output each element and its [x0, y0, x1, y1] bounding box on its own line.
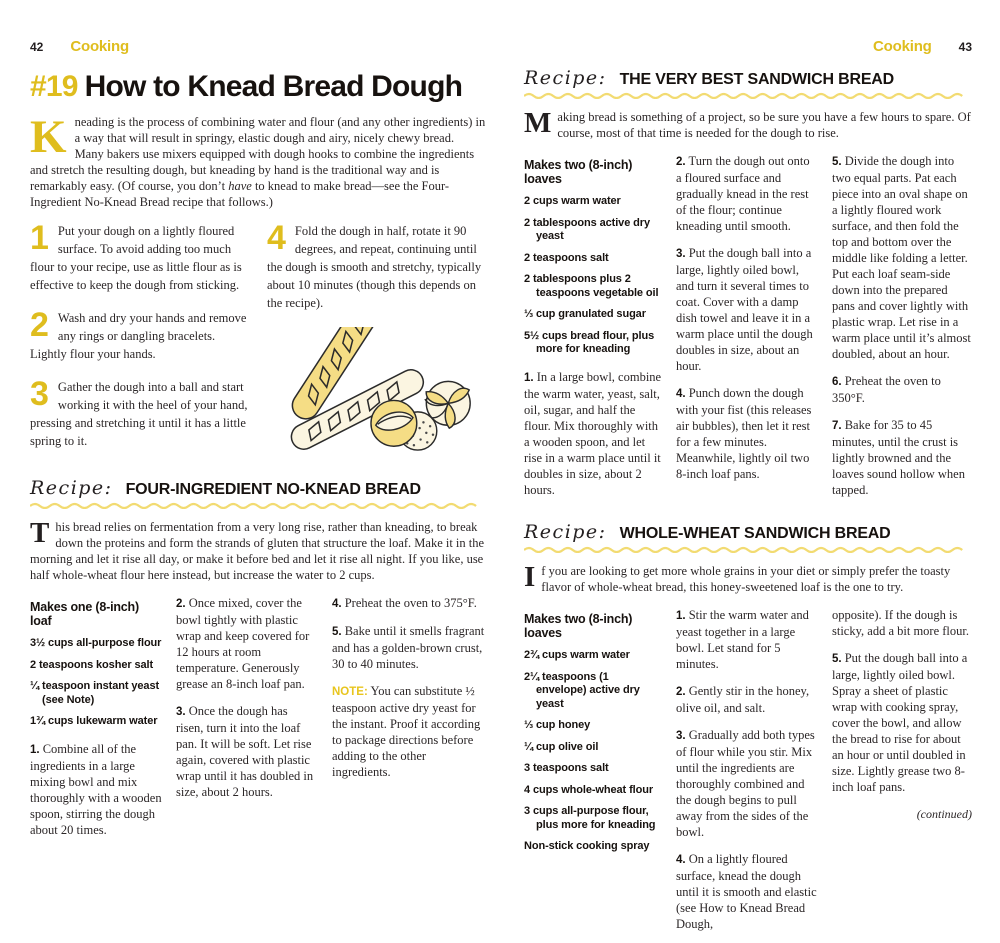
- continued-marker: (continued): [916, 807, 972, 821]
- ingredient-item: 2 teaspoons kosher salt: [30, 658, 154, 671]
- steps-column-3: [832, 607, 972, 834]
- ingredient-item: 2¾ cups warm water: [524, 649, 630, 661]
- recipe-step-text: Preheat the oven to 350°F.: [832, 374, 941, 405]
- recipe-step: [332, 595, 486, 612]
- steps-column-2: [176, 595, 318, 811]
- recipe-step-text: Divide the dough into two equal parts. Pat each piece into an oval shape on a lightly floured work surface, and then fold the top and bottom over the middle like folding a letter. Put each loaf seam-side down into the prepared pans and cover lightly with plastic wrap. Let rise in a warm place until it’s almost doubled, about an hour.: [832, 154, 971, 361]
- article-title: [30, 70, 486, 104]
- ingredient-item: 2¼ teaspoons (1 envelope) active dry yeast: [524, 670, 640, 710]
- continuation-text: opposite). If the dough is sticky, add a bit more flour.: [832, 608, 970, 638]
- ingredient-item: 1¾ cups lukewarm water: [30, 715, 158, 727]
- page-number: 43: [958, 40, 972, 54]
- steps-column-3: [832, 153, 972, 509]
- recipe-intro-text: aking bread is something of a project, so be sure you have a few hours to spare. Of course, most of that time is needed for the dough to rise.: [557, 110, 971, 140]
- recipe-step: [176, 595, 318, 692]
- step-number: 2: [30, 306, 49, 344]
- page-number: 42: [30, 40, 44, 54]
- recipe-step-text: Gently stir in the honey, olive oil, and salt.: [676, 684, 810, 715]
- dropcap-m: M: [524, 107, 552, 139]
- recipe-step: [676, 385, 818, 482]
- step-text: Fold the dough in half, rotate it 90 degrees, and repeat, continuing until the dough is smooth and stretchy, typically about 10 minutes (though this depends on the recipe).: [267, 224, 482, 310]
- recipe-step-number: 5.: [332, 626, 342, 638]
- step-item: [30, 306, 249, 363]
- step-item: [30, 375, 249, 450]
- note-label: NOTE:: [332, 686, 368, 698]
- recipe-step-number: 3.: [176, 706, 186, 718]
- makes-line: Makes two (8-inch) loaves: [524, 612, 633, 640]
- section-label: Cooking: [70, 38, 129, 55]
- dropcap-t: T: [30, 517, 50, 549]
- article-number: #19: [30, 70, 78, 103]
- ingredient-item: 2 cups warm water: [524, 195, 621, 207]
- ingredient-item: ¼ cup olive oil: [524, 740, 599, 753]
- ingredient-item: Non-stick cooking spray: [524, 840, 650, 852]
- recipe-step-number: 3.: [676, 730, 686, 742]
- recipe-step-text: Gradually add both types of flour while you stir. Mix until the ingredients are thoroughly combined and the dough begins to pull away from the sides of the bowl.: [676, 728, 815, 839]
- recipe-step-number: 1.: [524, 371, 534, 384]
- step-text: Wash and dry your hands and remove any rings or dangling bracelets. Lightly flour your hands.: [30, 311, 247, 361]
- ingredient-item: 4 cups whole-wheat flour: [524, 783, 654, 796]
- ingredients-column: [524, 607, 662, 866]
- howto-column-2: [267, 219, 486, 465]
- recipe-step: [676, 245, 818, 374]
- intro-text-post: to knead to make bread—see the Four-Ingredient No-Knead Bread recipe that follows.): [30, 179, 450, 209]
- recipe-intro: [524, 109, 972, 141]
- wavy-underline: [30, 502, 486, 509]
- recipe-intro-text: f you are looking to get more whole grains in your diet or simply prefer the toasty flavor of whole-wheat bread, this honey-sweetened loaf is the one to try.: [541, 564, 951, 594]
- page-left: [30, 0, 486, 849]
- recipe-step-number: 1.: [676, 610, 686, 622]
- recipe-step-text: Combine all of the ingredients in a large mixing bowl and mix thoroughly with a wooden spoon, stirring the dough about 20 times.: [30, 741, 162, 837]
- article-title-text: How to Knead Bread Dough: [84, 70, 463, 103]
- intro-paragraph: [30, 111, 486, 210]
- running-header-right: [524, 38, 972, 55]
- recipe-step: [676, 607, 818, 672]
- step-item: [267, 219, 486, 312]
- recipe-intro: [524, 563, 972, 595]
- recipe-name: THE VERY BEST SANDWICH BREAD: [619, 71, 895, 88]
- recipe-step-number: 6.: [832, 376, 842, 388]
- recipe-step-text: Once mixed, cover the bowl tightly with plastic wrap and keep covered for 12 hours at room temperature. Generously grease an 8-inch loaf pan.: [176, 596, 310, 691]
- ingredient-item: 2 tablespoons active dry yeast: [524, 216, 650, 242]
- recipe-columns-noknead: [30, 595, 486, 849]
- recipe-step-number: 2.: [176, 598, 186, 610]
- bread-illustration: [281, 327, 481, 451]
- steps-column-2: [676, 153, 818, 493]
- note-text: You can substitute ½ teaspoon active dry yeast for the instant. Proof it according to package directions before adding to the other ingredients.: [332, 684, 481, 779]
- recipe-step: [676, 727, 818, 840]
- ingredient-item: ⅓ cup honey: [524, 719, 591, 731]
- recipe-step-number: 3.: [676, 248, 686, 260]
- recipe-step: [832, 153, 972, 362]
- recipe-step-number: 2.: [676, 156, 686, 168]
- wavy-underline: [524, 546, 972, 553]
- recipe-step-text: Bake until it smells fragrant and has a golden-brown crust, 30 to 40 minutes.: [332, 624, 485, 671]
- ingredient-item: 3½ cups all-purpose flour: [30, 637, 162, 649]
- recipe-columns-sandwich: [524, 153, 972, 509]
- step-item: [30, 219, 249, 294]
- recipe-heading-sandwich: [524, 67, 972, 99]
- recipe-script-label: Recipe:: [30, 477, 113, 499]
- recipe-step: [676, 683, 818, 716]
- recipe-step-number: 4.: [676, 854, 686, 866]
- step-text: Gather the dough into a ball and start working it with the heel of your hand, pressing and stretching it until it has a little spring to it.: [30, 380, 248, 448]
- recipe-step: [832, 417, 972, 498]
- ingredient-list: [524, 649, 662, 854]
- running-header-left: [30, 38, 486, 55]
- step-number: 4: [267, 219, 286, 257]
- ingredient-item: 3 cups all-purpose flour, plus more for kneading: [524, 805, 656, 831]
- recipe-note: [332, 683, 486, 780]
- recipe-script-label: Recipe:: [524, 521, 607, 543]
- recipe-columns-wholewheat: [524, 607, 972, 943]
- steps-column-2: [676, 607, 818, 943]
- ingredient-item: 3 teaspoons salt: [524, 762, 609, 774]
- recipe-step-number: 5.: [832, 156, 842, 168]
- ingredient-item: ⅓ cup granulated sugar: [524, 308, 646, 320]
- recipe-step-text: On a lightly floured surface, knead the dough until it is smooth and elastic (see How to Knead Bread Dough,: [676, 852, 817, 931]
- recipe-heading-noknead: [30, 477, 486, 509]
- recipe-step-text: Turn the dough out onto a floured surface and gradually knead in the rest of the flour; continue kneading until smooth.: [676, 154, 810, 233]
- wavy-underline: [524, 92, 972, 99]
- step-continuation: [832, 607, 972, 639]
- ingredient-item: ¼ teaspoon instant yeast (see Note): [30, 680, 160, 706]
- recipe-step-text: Stir the warm water and yeast together in a large bowl. Let stand for 5 minutes.: [676, 608, 809, 671]
- howto-steps: [30, 219, 486, 465]
- recipe-step: [332, 623, 486, 672]
- recipe-step-text: In a large bowl, combine the warm water, yeast, salt, oil, sugar, and half the flour. Mix thoroughly with a wooden spoon, and let rise in a warm place until it doubles in size, about 2 hours.: [524, 369, 662, 497]
- intro-italic: have: [228, 179, 252, 193]
- steps-column-3: [332, 595, 486, 791]
- page-right: [524, 0, 972, 943]
- recipe-step: [676, 153, 818, 234]
- step-text: Put your dough on a lightly floured surface. To avoid adding too much flour to your recipe, use as little flour as is effective to keep the dough from sticking.: [30, 224, 242, 292]
- recipe-step: [832, 373, 972, 406]
- recipe-step: [832, 650, 972, 795]
- recipe-step-text: Bake for 35 to 45 minutes, until the crust is lightly browned and the loaves sound hollow when tapped.: [832, 418, 965, 497]
- recipe-step-number: 7.: [832, 420, 842, 432]
- recipe-name: FOUR-INGREDIENT NO-KNEAD BREAD: [125, 481, 421, 498]
- recipe-step: [524, 369, 662, 498]
- ingredient-item: 2 teaspoons salt: [524, 251, 609, 264]
- intro-text: neading is the process of combining water and flour (and any other ingredients) in a way that will result in springy, elastic dough and airy, nicely chewy bread. Many bakers use mixers equipped with dough hooks to combine the ingredients and stretch the resulting dough, but kneading by hand is the traditional way and is remarkably easy. (Of course, you don’t: [30, 115, 486, 193]
- dropcap-i: I: [524, 561, 536, 593]
- recipe-step: [176, 703, 318, 800]
- recipe-step-text: Punch down the dough with your fist (this releases air bubbles), then let it rest for a few minutes. Meanwhile, lightly oil two 8-inch loaf pans.: [676, 386, 812, 481]
- ingredients-column: [30, 595, 162, 849]
- recipe-step: [676, 851, 818, 932]
- makes-line: Makes one (8-inch) loaf: [30, 600, 139, 628]
- recipe-step-number: 4.: [332, 598, 342, 610]
- recipe-step-text: Preheat the oven to 375°F.: [344, 596, 477, 610]
- recipe-step-number: 5.: [832, 653, 842, 665]
- recipe-step-text: Put the dough ball into a large, lightly oiled bowl. Spray a sheet of plastic wrap with cooking spray, cover the bowl, and allow the bread to rise for about an hour or until doubled in size. Lightly grease two 8-inch loaf pans.: [832, 651, 968, 794]
- recipe-step-text: Once the dough has risen, turn it into the loaf pan. It will be soft. Let rise again, covered with plastic wrap until it has doubled in size, about 2 hours.: [176, 704, 314, 799]
- step-number: 1: [30, 219, 49, 257]
- howto-column-1: [30, 219, 249, 465]
- recipe-heading-wholewheat: [524, 521, 972, 553]
- recipe-step-number: 4.: [676, 388, 686, 400]
- recipe-name: WHOLE-WHEAT SANDWICH BREAD: [619, 525, 891, 542]
- recipe-script-label: Recipe:: [524, 67, 607, 89]
- ingredient-list: [30, 637, 162, 729]
- recipe-step-number: 1.: [30, 743, 40, 756]
- ingredient-item: 2 tablespoons plus 2 teaspoons vegetable oil: [524, 273, 659, 299]
- section-label: Cooking: [873, 38, 932, 55]
- recipe-step-text: Put the dough ball into a large, lightly oiled bowl, and turn it several times to coat. Cover with a damp dish towel and leave it in a warm place until the dough doubles in size, about an hour.: [676, 246, 813, 373]
- recipe-intro-text: his bread relies on fermentation from a very long rise, rather than kneading, to break down the proteins and form the strands of gluten that structure the loaf. Make it in the morning and let it rise all day, or make it before bed and let it rise all night. If you like, use half whole-wheat flour here instead, but increase the water to 2 cups.: [30, 520, 485, 582]
- step-number: 3: [30, 375, 49, 413]
- recipe-step: [30, 741, 162, 838]
- ingredient-list: [524, 195, 662, 357]
- makes-line: Makes two (8-inch) loaves: [524, 158, 633, 186]
- dropcap-k: K: [30, 111, 67, 163]
- ingredient-item: 5½ cups bread flour, plus more for kneading: [524, 329, 655, 355]
- ingredients-column: [524, 153, 662, 509]
- recipe-intro: [30, 519, 486, 583]
- recipe-step-number: 2.: [676, 686, 686, 698]
